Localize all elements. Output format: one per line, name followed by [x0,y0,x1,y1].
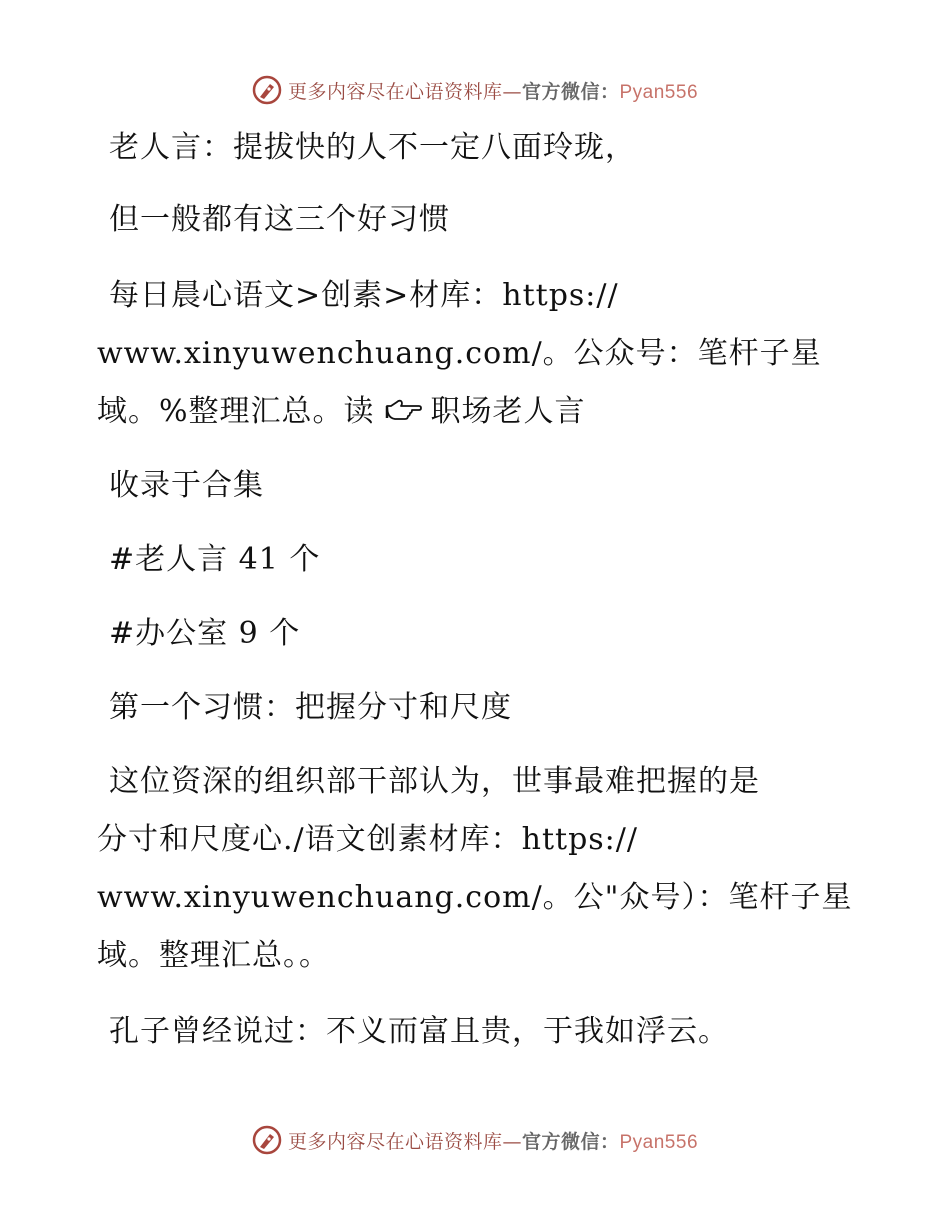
banner-official-label: 官方微信： [521,1130,620,1153]
text-line: 老人言：提拔快的人不一定八面玲珑， [109,130,636,165]
pen-nib-logo-icon [252,75,282,105]
banner-main-text: 更多内容尽在心语资料库 [287,1130,503,1153]
section-heading: 第一个习惯：把握分寸和尺度 [109,690,512,725]
text-line: 域。整理汇总。。 [97,938,330,973]
hashtag-link[interactable]: #老人言 41 个 [109,542,321,577]
text-line: 孔子曾经说过：不义而富且贵，于我如浮云。 [109,1014,729,1049]
text-line: www.xinyuwenchuang.com/。公"众号）：笔杆子星 [97,880,853,915]
text-line: 但一般都有这三个好习惯 [109,202,450,237]
pen-nib-logo-icon [252,1125,282,1155]
pointing-hand-icon [383,395,423,421]
banner-dash: — [502,80,522,103]
banner-main-text: 更多内容尽在心语资料库 [287,80,503,103]
text-segment: 职场老人言 [430,394,586,429]
banner-text [288,77,698,104]
text-line: www.xinyuwenchuang.com/。公众号：笔杆子星 [97,336,822,371]
banner-wechat-id: Pyan556 [619,1131,699,1153]
text-line: 这位资深的组织部干部认为，世事最难把握的是 [109,764,760,799]
banner-text [288,1127,698,1154]
text-line: 分寸和尺度心./语文创素材库：https:// [97,822,638,857]
hashtag-link[interactable]: #办公室 9 个 [109,616,301,651]
banner-official-label: 官方微信： [521,80,620,103]
text-line-with-icon [97,392,586,432]
text-line: 收录于合集 [109,468,264,503]
banner-wechat-id: Pyan556 [619,81,699,103]
header-banner [0,70,950,110]
text-segment: 域。%整理汇总。读 [97,394,375,429]
banner-dash: — [502,1130,522,1153]
text-line: 每日晨心语文>创素>材库：https:// [109,278,619,313]
footer-banner [0,1120,950,1160]
